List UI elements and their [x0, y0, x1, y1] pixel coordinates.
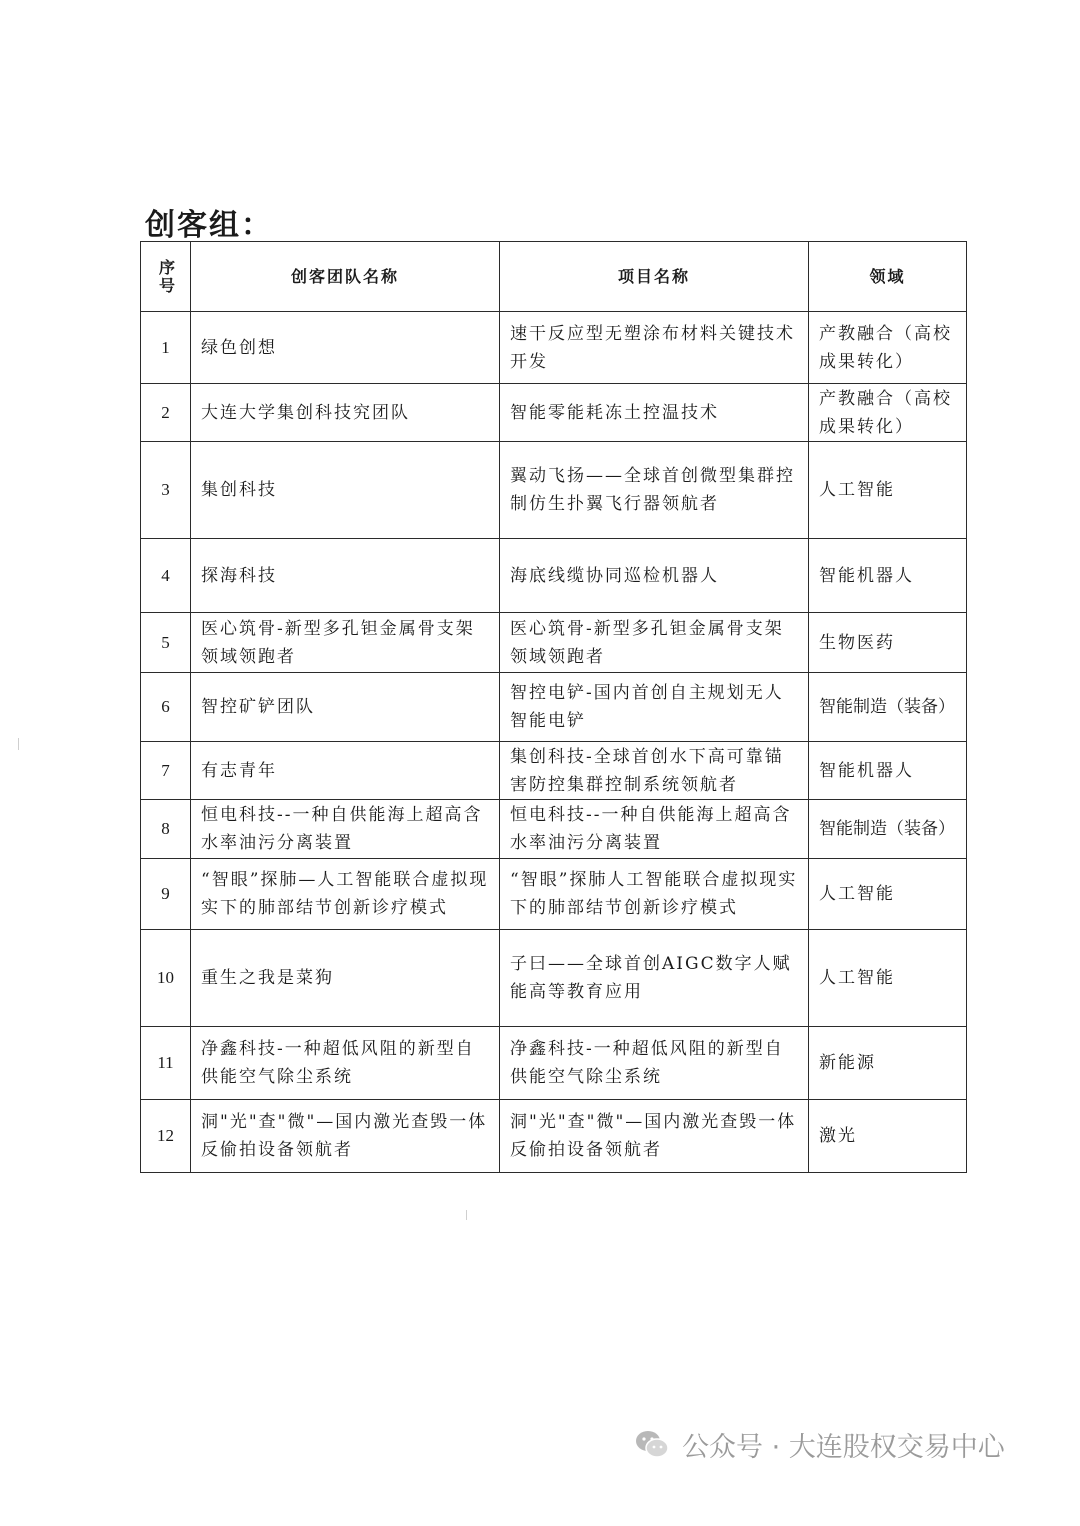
row-project: 速干反应型无塑涂布材料关键技术开发 [500, 312, 809, 384]
row-team: 恒电科技--一种自供能海上超高含水率油污分离装置 [191, 800, 500, 859]
row-team: 洞"光"查"微"—国内激光查毁一体反偷拍设备领航者 [191, 1100, 500, 1173]
table-row [141, 1027, 967, 1100]
header-field: 领域 [809, 242, 967, 312]
row-no: 5 [141, 613, 191, 673]
row-no: 4 [141, 539, 191, 613]
award-table [140, 241, 967, 1173]
row-project: “智眼”探肺人工智能联合虚拟现实下的肺部结节创新诊疗模式 [500, 859, 809, 930]
row-no: 6 [141, 673, 191, 742]
row-team: 大连大学集创科技究团队 [191, 384, 500, 442]
header-no: 序号 [141, 242, 191, 312]
row-project: 洞"光"查"微"—国内激光查毁一体反偷拍设备领航者 [500, 1100, 809, 1173]
row-field: 新能源 [809, 1027, 967, 1100]
row-no: 12 [141, 1100, 191, 1173]
row-project: 智能零能耗冻土控温技术 [500, 384, 809, 442]
row-no: 7 [141, 742, 191, 800]
row-no: 9 [141, 859, 191, 930]
table-row [141, 613, 967, 673]
table-row [141, 539, 967, 613]
table-row [141, 742, 967, 800]
table-row [141, 859, 967, 930]
row-project: 智控电铲-国内首创自主规划无人智能电铲 [500, 673, 809, 742]
header-team: 创客团队名称 [191, 242, 500, 312]
row-no: 8 [141, 800, 191, 859]
table-row [141, 384, 967, 442]
row-no: 11 [141, 1027, 191, 1100]
row-field: 人工智能 [809, 442, 967, 539]
row-project: 子曰——全球首创AIGC数字人赋能高等教育应用 [500, 930, 809, 1027]
row-team: “智眼”探肺—人工智能联合虚拟现实下的肺部结节创新诊疗模式 [191, 859, 500, 930]
scan-mark [466, 1210, 467, 1220]
row-project: 恒电科技--一种自供能海上超高含水率油污分离装置 [500, 800, 809, 859]
page-title: 创客组： [145, 208, 273, 243]
table-row [141, 673, 967, 742]
row-no: 3 [141, 442, 191, 539]
row-project: 医心筑骨-新型多孔钽金属骨支架领域领跑者 [500, 613, 809, 673]
row-field: 激光 [809, 1100, 967, 1173]
row-field: 产教融合（高校成果转化） [809, 312, 967, 384]
table-row [141, 312, 967, 384]
table-row [141, 800, 967, 859]
table-row [141, 442, 967, 539]
row-field: 智能制造（装备） [809, 800, 967, 859]
row-field: 人工智能 [809, 859, 967, 930]
row-team: 有志青年 [191, 742, 500, 800]
row-project: 集创科技-全球首创水下高可靠锚害防控集群控制系统领航者 [500, 742, 809, 800]
row-team: 绿色创想 [191, 312, 500, 384]
wechat-icon [632, 1424, 672, 1464]
row-field: 生物医药 [809, 613, 967, 673]
row-project: 翼动飞扬——全球首创微型集群控制仿生扑翼飞行器领航者 [500, 442, 809, 539]
row-field: 人工智能 [809, 930, 967, 1027]
row-field: 产教融合（高校成果转化） [809, 384, 967, 442]
row-field: 智能机器人 [809, 742, 967, 800]
row-project: 海底线缆协同巡检机器人 [500, 539, 809, 613]
watermark [632, 1424, 1005, 1464]
header-project: 项目名称 [500, 242, 809, 312]
row-team: 探海科技 [191, 539, 500, 613]
table-header-row [141, 242, 967, 312]
scan-mark [18, 738, 19, 750]
row-team: 集创科技 [191, 442, 500, 539]
table-row [141, 1100, 967, 1173]
row-team: 智控矿铲团队 [191, 673, 500, 742]
row-field: 智能机器人 [809, 539, 967, 613]
row-no: 2 [141, 384, 191, 442]
row-no: 1 [141, 312, 191, 384]
row-field: 智能制造（装备） [809, 673, 967, 742]
row-team: 重生之我是菜狗 [191, 930, 500, 1027]
row-no: 10 [141, 930, 191, 1027]
row-team: 医心筑骨-新型多孔钽金属骨支架领域领跑者 [191, 613, 500, 673]
table-row [141, 930, 967, 1027]
row-project: 净鑫科技-一种超低风阻的新型自供能空气除尘系统 [500, 1027, 809, 1100]
row-team: 净鑫科技-一种超低风阻的新型自供能空气除尘系统 [191, 1027, 500, 1100]
watermark-text: 公众号 · 大连股权交易中心 [682, 1431, 1005, 1463]
